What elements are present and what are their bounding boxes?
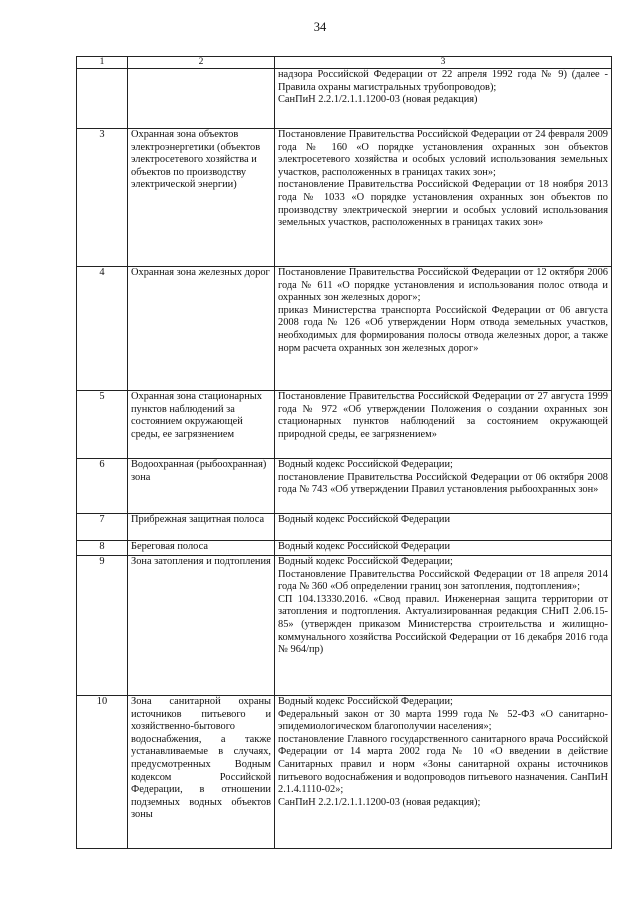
table-row: [77, 459, 612, 514]
column-header-2: 2: [128, 57, 275, 69]
zone-name: Охранная зона стационарных пунктов наблюдений за состоянием окружающей среды, ее загрязнением: [128, 391, 275, 459]
legal-documents: [275, 129, 612, 267]
zone-name: Прибрежная защитная полоса: [128, 514, 275, 541]
row-number: 6: [77, 459, 128, 514]
legal-documents: [275, 391, 612, 459]
legal-documents: [275, 541, 612, 556]
row-number: 8: [77, 541, 128, 556]
document-line: СанПиН 2.2.1/2.1.1.1200-03 (новая редакция): [278, 94, 478, 106]
table-row: [77, 391, 612, 459]
row-number: 7: [77, 514, 128, 541]
row-number: 3: [77, 129, 128, 267]
zone-name: Зона санитарной охраны источников питьевого и хозяйственно-бытового водоснабжения, а также устанавливаемые в случаях, предусмотренных Водным кодексом Российской Федерации, в отношении подземных водных объектов зоны: [128, 696, 275, 849]
table-row: [77, 69, 612, 129]
document-line: Постановление Правительства Российской Федерации от 27 августа 1999 года № 972 «Об утверждении Положения о создании охранных зон стационарных пунктов наблюдений за состоянием окружающей природной среды, ее загрязнением»: [278, 391, 608, 440]
legal-documents: [275, 556, 612, 696]
legal-documents: [275, 69, 612, 129]
table-row: [77, 129, 612, 267]
document-line: приказ Министерства транспорта Российской Федерации от 06 августа 2008 года № 126 «Об утверждении Норм отвода земельных участков, необходимых для формирования полосы отвода железных дорог, а также норм расчета охранных зон железных дорог»: [278, 304, 608, 354]
document-line: постановление Правительства Российской Федерации от 18 ноября 2013 года № 1033 «О порядке установления охранных зон объектов по производству электрической энергии и особых условий использования земельных участков, расположенных в границах таких зон»: [278, 179, 608, 229]
row-number: 9: [77, 556, 128, 696]
document-line: Федеральный закон от 30 марта 1999 года № 52-ФЗ «О санитарно-эпидемиологическом благополучии населения»;: [278, 708, 608, 733]
table-row: [77, 696, 612, 849]
zone-name: Охранная зона железных дорог: [128, 267, 275, 391]
legal-documents: [275, 514, 612, 541]
column-header-1: 1: [77, 57, 128, 69]
legal-documents: [275, 459, 612, 514]
document-line: Постановление Правительства Российской Федерации от 12 октября 2006 года № 611 «О порядке установления и использования полос отвода и охранных зон железных дорог»;: [278, 267, 608, 304]
regulation-table: [76, 56, 612, 849]
document-line: Водный кодекс Российской Федерации: [278, 514, 451, 525]
document-line: СанПиН 2.2.1/2.1.1.1200-03 (новая редакция);: [278, 796, 481, 808]
document-line: Водный кодекс Российской Федерации;: [278, 459, 453, 470]
document-line: СП 104.13330.2016. «Свод правил. Инженерная защита территории от затопления и подтопления. Актуализированная редакция СНиП 2.06.15-85» (утвержден приказом Министерства строительства и жилищно-коммунального хозяйства Российской Федерации от 16 декабря 2016 года № 964/пр): [278, 593, 608, 656]
column-header-3: 3: [275, 57, 612, 69]
document-line: постановление Главного государственного санитарного врача Российской Федерации от 14 марта 2002 года № 10 «О введении в действие Санитарных правил и норм «Зоны санитарной охраны источников питьевого водоснабжения и водопроводов питьевого назначения. СанПиН 2.1.4.1110-02»;: [278, 733, 608, 796]
table-row: [77, 514, 612, 541]
table-row: [77, 541, 612, 556]
zone-name: Береговая полоса: [128, 541, 275, 556]
table-row: [77, 267, 612, 391]
row-number: 10: [77, 696, 128, 849]
document-line: Водный кодекс Российской Федерации;: [278, 696, 453, 707]
row-number: [77, 69, 128, 129]
document-line: надзора Российской Федерации от 22 апреля 1992 года № 9) (далее - Правила охраны магистральных трубопроводов);: [278, 69, 608, 93]
legal-documents: [275, 696, 612, 849]
document-line: Водный кодекс Российской Федерации: [278, 541, 451, 552]
zone-name: [128, 69, 275, 129]
table-header-row: [77, 57, 612, 69]
page-number: 34: [313, 20, 327, 34]
document-line: Водный кодекс Российской Федерации;: [278, 556, 453, 567]
legal-documents: [275, 267, 612, 391]
zone-name: Водоохранная (рыбоохранная) зона: [128, 459, 275, 514]
zone-name: Охранная зона объектов электроэнергетики (объектов электросетевого хозяйства и объектов по производству электрической энергии): [128, 129, 275, 267]
document-line: Постановление Правительства Российской Федерации от 24 февраля 2009 года № 160 «О порядке установления охранных зон объектов электросетевого хозяйства и особых условий использования земельных участков, расположенных в границах таких зон»;: [278, 129, 608, 178]
document-line: Постановление Правительства Российской Федерации от 18 апреля 2014 года № 360 «Об определении границ зон затопления, подтопления»;: [278, 568, 608, 593]
row-number: 4: [77, 267, 128, 391]
zone-name: Зона затопления и подтопления: [128, 556, 275, 696]
row-number: 5: [77, 391, 128, 459]
table-row: [77, 556, 612, 696]
document-line: постановление Правительства Российской Федерации от 06 октября 2008 года № 743 «Об утверждении Правил установления рыбоохранных зон»: [278, 471, 608, 496]
